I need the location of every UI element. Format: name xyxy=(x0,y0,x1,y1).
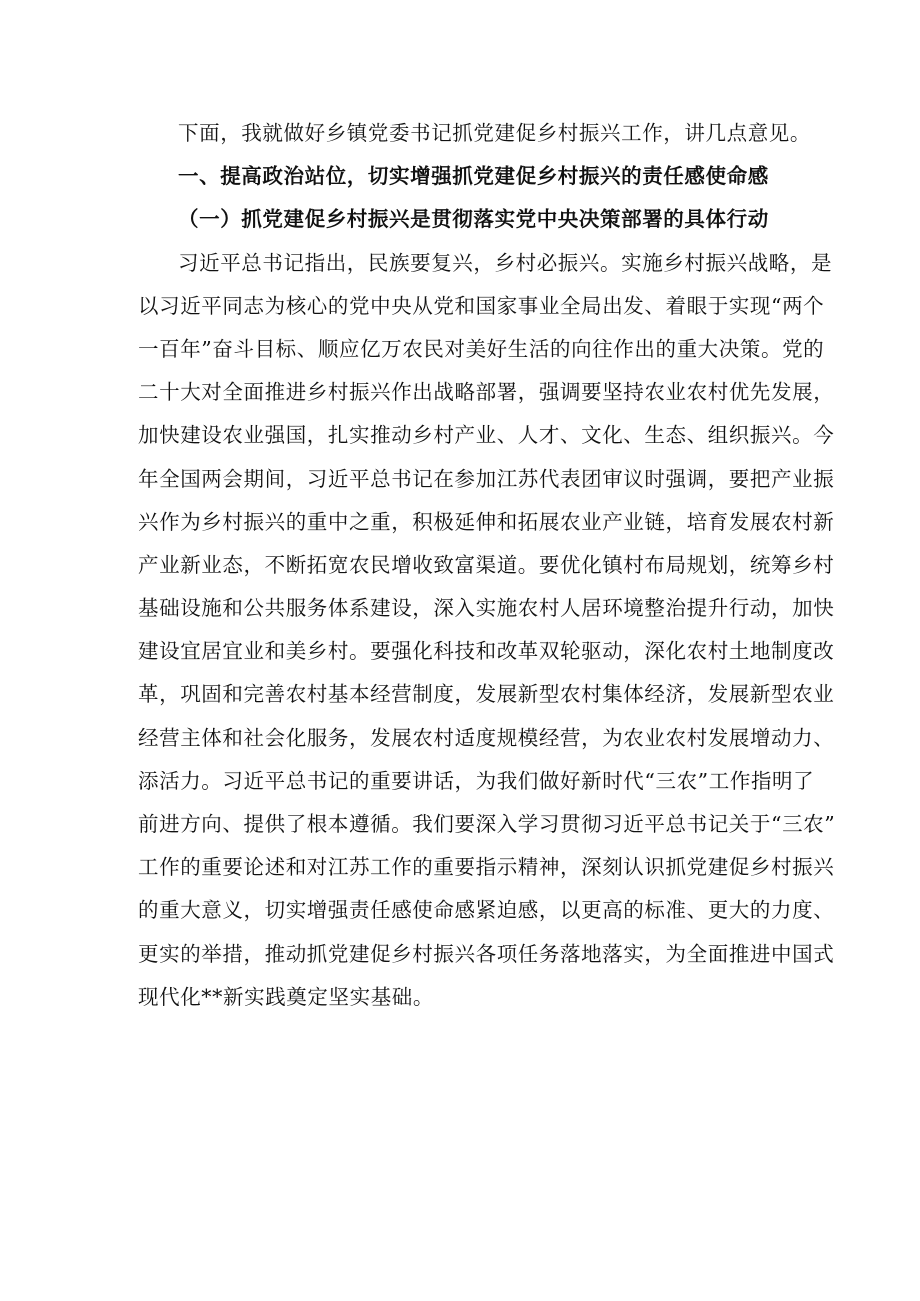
paragraph-line: 添活力。习近平总书记的重要讲话，为我们做好新时代“三农”工作指明了 xyxy=(138,768,815,793)
paragraph-line: 加快建设农业强国，扎实推动乡村产业、人才、文化、生态、组织振兴。今 xyxy=(138,423,835,448)
paragraph-line: 基础设施和公共服务体系建设，深入实施农村人居环境整治提升行动，加快 xyxy=(138,596,835,621)
paragraph-line: 现代化**新实践奠定坚实基础。 xyxy=(138,984,434,1009)
section-heading: 一、提高政治站位，切实增强抓党建促乡村振兴的责任感使命感 xyxy=(178,164,769,189)
paragraph-line: 兴作为乡村振兴的重中之重，积极延伸和拓展农业产业链，培育发展农村新 xyxy=(138,509,835,534)
subsection-heading: （一）抓党建促乡村振兴是贯彻落实党中央决策部署的具体行动 xyxy=(178,207,769,232)
paragraph-line: 更实的举措，推动抓党建促乡村振兴各项任务落地落实，为全面推进中国式 xyxy=(138,941,835,966)
paragraph-line: 一百年”奋斗目标、顺应亿万农民对美好生活的向往作出的重大决策。党的 xyxy=(138,336,825,361)
paragraph-line: 经营主体和社会化服务，发展农村适度规模经营，为农业农村发展增动力、 xyxy=(138,725,835,750)
paragraph-line: 习近平总书记指出，民族要复兴，乡村必振兴。实施乡村振兴战略，是 xyxy=(178,250,833,275)
paragraph-line: 前进方向、提供了根本遵循。我们要深入学习贯彻习近平总书记关于“三农” xyxy=(138,812,836,836)
paragraph-line: 革，巩固和完善农村基本经营制度，发展新型农村集体经济，发展新型农业 xyxy=(138,682,835,707)
document-body xyxy=(138,112,836,1019)
paragraph-line: 产业新业态，不断拓宽农民增收致富渠道。要优化镇村布局规划，统筹乡村 xyxy=(138,552,835,577)
paragraph-line: 的重大意义，切实增强责任感使命感紧迫感，以更高的标准、更大的力度、 xyxy=(138,898,835,923)
paragraph-line: 二十大对全面推进乡村振兴作出战略部署，强调要坚持农业农村优先发展， xyxy=(138,380,835,405)
paragraph-line: 年全国两会期间，习近平总书记在参加江苏代表团审议时强调，要把产业振 xyxy=(138,466,835,491)
body-paragraph xyxy=(138,242,836,1019)
intro-text: 下面，我就做好乡镇党委书记抓党建促乡村振兴工作，讲几点意见。 xyxy=(178,121,811,145)
paragraph-line: 建设宜居宜业和美乡村。要强化科技和改革双轮驱动，深化农村土地制度改 xyxy=(138,639,835,664)
paragraph-line: 以习近平同志为核心的党中央从党和国家事业全局出发、着眼于实现“两个 xyxy=(138,293,825,318)
paragraph-line: 工作的重要论述和对江苏工作的重要指示精神，深刻认识抓党建促乡村振兴 xyxy=(138,855,835,880)
